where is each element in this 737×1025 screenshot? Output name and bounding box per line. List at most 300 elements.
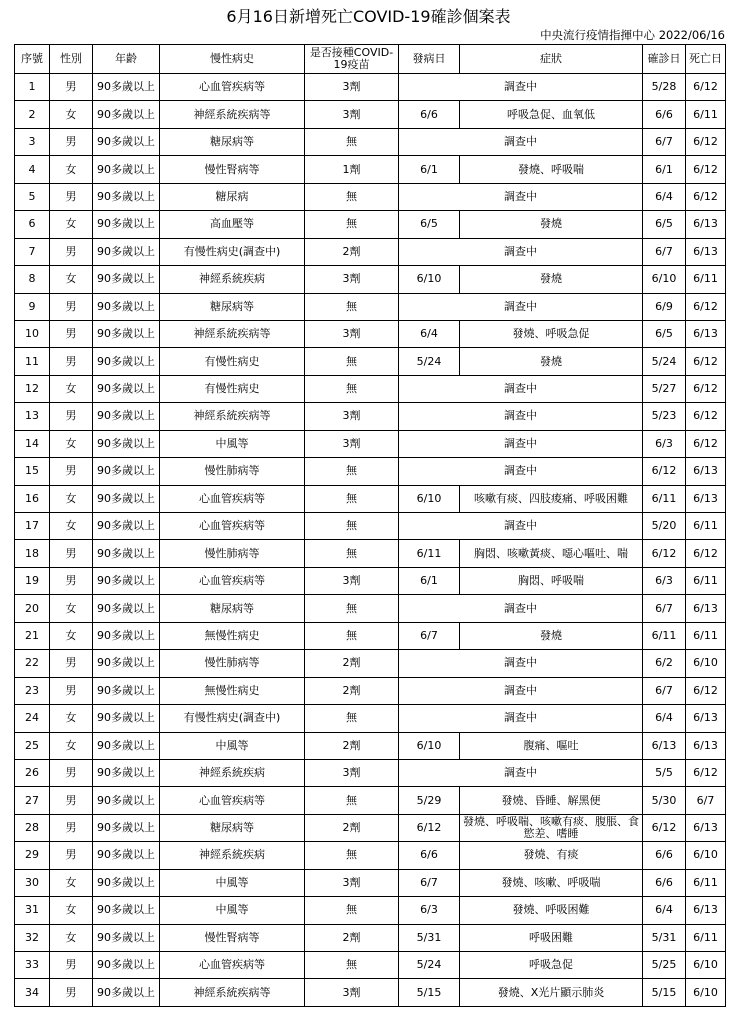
cell-history: 慢性肺病等 — [160, 540, 305, 567]
cell-no: 31 — [15, 897, 50, 924]
cell-history: 神經系統疾病 — [160, 266, 305, 293]
table-row — [15, 375, 726, 402]
cell-sex: 男 — [50, 320, 93, 347]
cell-age: 90多歲以上 — [93, 403, 160, 430]
cell-vaccine: 無 — [305, 348, 399, 375]
cell-sex: 男 — [50, 74, 93, 101]
cell-vaccine: 3劑 — [305, 101, 399, 128]
cell-age: 90多歲以上 — [93, 952, 160, 979]
cell-sex: 男 — [50, 128, 93, 155]
cell-vaccine: 無 — [305, 787, 399, 814]
cell-sex: 男 — [50, 759, 93, 786]
case-table — [14, 44, 726, 1007]
cell-symptom: 腹痛、嘔吐 — [460, 732, 643, 759]
cell-confirm: 6/13 — [643, 732, 686, 759]
cell-sex: 男 — [50, 814, 93, 841]
cell-sex: 女 — [50, 622, 93, 649]
table-row — [15, 513, 726, 540]
table-row — [15, 567, 726, 594]
cell-death: 6/11 — [686, 101, 726, 128]
header-age: 年齡 — [93, 45, 160, 74]
cell-sex: 女 — [50, 869, 93, 896]
cell-death: 6/13 — [686, 897, 726, 924]
cell-age: 90多歲以上 — [93, 320, 160, 347]
cell-history: 神經系統疾病等 — [160, 320, 305, 347]
cell-vaccine: 3劑 — [305, 266, 399, 293]
cell-onset: 6/10 — [399, 485, 460, 512]
cell-age: 90多歲以上 — [93, 156, 160, 183]
table-row — [15, 869, 726, 896]
cell-age: 90多歲以上 — [93, 595, 160, 622]
table-row — [15, 156, 726, 183]
cell-age: 90多歲以上 — [93, 897, 160, 924]
table-row — [15, 705, 726, 732]
cell-death: 6/10 — [686, 650, 726, 677]
cell-no: 18 — [15, 540, 50, 567]
cell-history: 中風等 — [160, 869, 305, 896]
cell-vaccine: 無 — [305, 183, 399, 210]
cell-symptom: 呼吸困難 — [460, 924, 643, 951]
cell-sex: 男 — [50, 567, 93, 594]
cell-vaccine: 無 — [305, 705, 399, 732]
cell-history: 糖尿病 — [160, 183, 305, 210]
cell-vaccine: 無 — [305, 485, 399, 512]
cell-age: 90多歲以上 — [93, 842, 160, 869]
cell-death: 6/12 — [686, 348, 726, 375]
cell-sex: 男 — [50, 842, 93, 869]
cell-onset: 6/6 — [399, 101, 460, 128]
cell-symptom: 發燒、有痰 — [460, 842, 643, 869]
header-sex: 性別 — [50, 45, 93, 74]
cell-onset: 6/4 — [399, 320, 460, 347]
cell-death: 6/13 — [686, 458, 726, 485]
cell-sex: 女 — [50, 485, 93, 512]
cell-death: 6/13 — [686, 238, 726, 265]
cell-confirm: 6/11 — [643, 485, 686, 512]
cell-onset: 6/6 — [399, 842, 460, 869]
cell-no: 27 — [15, 787, 50, 814]
cell-age: 90多歲以上 — [93, 677, 160, 704]
table-row — [15, 540, 726, 567]
cell-confirm: 5/5 — [643, 759, 686, 786]
cell-sex: 女 — [50, 897, 93, 924]
cell-death: 6/12 — [686, 293, 726, 320]
table-row — [15, 924, 726, 951]
cell-no: 13 — [15, 403, 50, 430]
cell-history: 糖尿病等 — [160, 293, 305, 320]
cell-history: 糖尿病等 — [160, 128, 305, 155]
cell-death: 6/11 — [686, 513, 726, 540]
cell-symptom: 調查中 — [399, 74, 643, 101]
cell-death: 6/12 — [686, 74, 726, 101]
cell-age: 90多歲以上 — [93, 650, 160, 677]
cell-sex: 男 — [50, 348, 93, 375]
cell-confirm: 6/5 — [643, 211, 686, 238]
page-title: 6月16日新增死亡COVID-19確診個案表 — [226, 7, 511, 26]
cell-onset: 6/3 — [399, 897, 460, 924]
cell-vaccine: 無 — [305, 293, 399, 320]
cell-sex: 女 — [50, 101, 93, 128]
cell-symptom: 發燒、呼吸困難 — [460, 897, 643, 924]
cell-confirm: 6/6 — [643, 101, 686, 128]
cell-onset: 6/7 — [399, 869, 460, 896]
table-row — [15, 430, 726, 457]
cell-symptom: 發燒、呼吸喘 — [460, 156, 643, 183]
cell-death: 6/13 — [686, 814, 726, 841]
cell-age: 90多歲以上 — [93, 814, 160, 841]
cell-sex: 女 — [50, 513, 93, 540]
cell-age: 90多歲以上 — [93, 238, 160, 265]
cell-no: 2 — [15, 101, 50, 128]
cell-confirm: 6/6 — [643, 869, 686, 896]
cell-age: 90多歲以上 — [93, 513, 160, 540]
cell-vaccine: 2劑 — [305, 924, 399, 951]
cell-vaccine: 無 — [305, 375, 399, 402]
cell-onset: 6/1 — [399, 567, 460, 594]
cell-history: 中風等 — [160, 897, 305, 924]
cell-confirm: 5/23 — [643, 403, 686, 430]
cell-sex: 女 — [50, 705, 93, 732]
cell-no: 24 — [15, 705, 50, 732]
cell-vaccine: 3劑 — [305, 759, 399, 786]
cell-vaccine: 無 — [305, 128, 399, 155]
cell-sex: 女 — [50, 924, 93, 951]
cell-no: 4 — [15, 156, 50, 183]
cell-confirm: 6/4 — [643, 897, 686, 924]
cell-no: 28 — [15, 814, 50, 841]
cell-vaccine: 3劑 — [305, 320, 399, 347]
cell-confirm: 6/12 — [643, 458, 686, 485]
cell-symptom: 調查中 — [399, 403, 643, 430]
cell-vaccine: 3劑 — [305, 74, 399, 101]
cell-onset: 6/10 — [399, 732, 460, 759]
cell-death: 6/13 — [686, 705, 726, 732]
cell-sex: 女 — [50, 211, 93, 238]
cell-age: 90多歲以上 — [93, 485, 160, 512]
table-row — [15, 677, 726, 704]
cell-onset: 6/11 — [399, 540, 460, 567]
cell-confirm: 6/10 — [643, 266, 686, 293]
cell-history: 慢性腎病等 — [160, 924, 305, 951]
cell-no: 9 — [15, 293, 50, 320]
cell-symptom: 胸悶、呼吸喘 — [460, 567, 643, 594]
cell-age: 90多歲以上 — [93, 622, 160, 649]
cell-death: 6/13 — [686, 732, 726, 759]
cell-vaccine: 2劑 — [305, 814, 399, 841]
table-row — [15, 595, 726, 622]
cell-death: 6/13 — [686, 211, 726, 238]
cell-symptom: 胸悶、咳嗽黃痰、噁心嘔吐、喘 — [460, 540, 643, 567]
cell-no: 1 — [15, 74, 50, 101]
cell-symptom: 調查中 — [399, 430, 643, 457]
header-death: 死亡日 — [686, 45, 726, 74]
cell-history: 有慢性病史(調查中) — [160, 238, 305, 265]
header-no: 序號 — [15, 45, 50, 74]
cell-symptom: 發燒 — [460, 266, 643, 293]
cell-no: 10 — [15, 320, 50, 347]
cell-history: 有慢性病史(調查中) — [160, 705, 305, 732]
cell-death: 6/11 — [686, 567, 726, 594]
cell-vaccine: 3劑 — [305, 869, 399, 896]
cell-no: 11 — [15, 348, 50, 375]
cell-history: 有慢性病史 — [160, 348, 305, 375]
cell-vaccine: 無 — [305, 842, 399, 869]
cell-confirm: 6/3 — [643, 430, 686, 457]
cell-death: 6/10 — [686, 842, 726, 869]
cell-no: 7 — [15, 238, 50, 265]
cell-history: 神經系統疾病等 — [160, 101, 305, 128]
cell-age: 90多歲以上 — [93, 348, 160, 375]
cell-vaccine: 無 — [305, 622, 399, 649]
table-row — [15, 650, 726, 677]
cell-no: 12 — [15, 375, 50, 402]
header-confirm: 確診日 — [643, 45, 686, 74]
cell-age: 90多歲以上 — [93, 732, 160, 759]
cell-symptom: 調查中 — [399, 293, 643, 320]
cell-death: 6/12 — [686, 540, 726, 567]
cell-vaccine: 3劑 — [305, 403, 399, 430]
cell-symptom: 調查中 — [399, 375, 643, 402]
cell-symptom: 調查中 — [399, 595, 643, 622]
cell-onset: 5/24 — [399, 348, 460, 375]
table-row — [15, 814, 726, 841]
cell-no: 23 — [15, 677, 50, 704]
cell-death: 6/12 — [686, 759, 726, 786]
cell-confirm: 5/30 — [643, 787, 686, 814]
cell-sex: 男 — [50, 979, 93, 1006]
cell-sex: 女 — [50, 430, 93, 457]
cell-confirm: 6/7 — [643, 128, 686, 155]
table-row — [15, 842, 726, 869]
cell-symptom: 發燒、呼吸急促 — [460, 320, 643, 347]
cell-age: 90多歲以上 — [93, 266, 160, 293]
cell-age: 90多歲以上 — [93, 430, 160, 457]
cell-symptom: 調查中 — [399, 705, 643, 732]
cell-history: 中風等 — [160, 430, 305, 457]
cell-no: 14 — [15, 430, 50, 457]
cell-vaccine: 2劑 — [305, 238, 399, 265]
cell-death: 6/11 — [686, 869, 726, 896]
cell-vaccine: 3劑 — [305, 979, 399, 1006]
cell-age: 90多歲以上 — [93, 924, 160, 951]
cell-vaccine: 無 — [305, 211, 399, 238]
cell-death: 6/12 — [686, 430, 726, 457]
cell-death: 6/13 — [686, 320, 726, 347]
cell-onset: 6/7 — [399, 622, 460, 649]
cell-confirm: 6/7 — [643, 238, 686, 265]
cell-vaccine: 無 — [305, 458, 399, 485]
cell-no: 5 — [15, 183, 50, 210]
cell-vaccine: 無 — [305, 595, 399, 622]
cell-vaccine: 無 — [305, 897, 399, 924]
table-row — [15, 211, 726, 238]
cell-sex: 男 — [50, 952, 93, 979]
cell-confirm: 6/11 — [643, 622, 686, 649]
table-row — [15, 622, 726, 649]
cell-onset: 5/15 — [399, 979, 460, 1006]
table-body — [15, 74, 726, 1007]
table-row — [15, 732, 726, 759]
cell-confirm: 5/15 — [643, 979, 686, 1006]
cell-onset: 6/1 — [399, 156, 460, 183]
cell-vaccine: 3劑 — [305, 430, 399, 457]
cell-age: 90多歲以上 — [93, 293, 160, 320]
cell-symptom: 發燒、咳嗽、呼吸喘 — [460, 869, 643, 896]
cell-onset: 5/31 — [399, 924, 460, 951]
cell-symptom: 調查中 — [399, 677, 643, 704]
table-row — [15, 348, 726, 375]
cell-no: 29 — [15, 842, 50, 869]
cell-confirm: 6/2 — [643, 650, 686, 677]
cell-age: 90多歲以上 — [93, 183, 160, 210]
cell-sex: 男 — [50, 403, 93, 430]
cell-no: 17 — [15, 513, 50, 540]
cell-symptom: 發燒 — [460, 211, 643, 238]
cell-history: 心血管疾病等 — [160, 952, 305, 979]
cell-sex: 女 — [50, 732, 93, 759]
header-vaccine: 是否接種COVID-19疫苗 — [305, 45, 399, 74]
cell-history: 無慢性病史 — [160, 677, 305, 704]
header-history: 慢性病史 — [160, 45, 305, 74]
cell-no: 32 — [15, 924, 50, 951]
cell-history: 糖尿病等 — [160, 595, 305, 622]
cell-sex: 男 — [50, 458, 93, 485]
table-row — [15, 485, 726, 512]
cell-confirm: 5/20 — [643, 513, 686, 540]
cell-history: 有慢性病史 — [160, 375, 305, 402]
cell-onset: 6/5 — [399, 211, 460, 238]
cell-symptom: 發燒、呼吸喘、咳嗽有痰、腹脹、食慾差、嗜睡 — [460, 814, 643, 841]
cell-confirm: 6/3 — [643, 567, 686, 594]
cell-symptom: 咳嗽有痰、四肢痠痛、呼吸困難 — [460, 485, 643, 512]
cell-vaccine: 2劑 — [305, 650, 399, 677]
cell-sex: 男 — [50, 540, 93, 567]
cell-history: 神經系統疾病等 — [160, 979, 305, 1006]
cell-death: 6/11 — [686, 924, 726, 951]
cell-sex: 女 — [50, 595, 93, 622]
cell-death: 6/11 — [686, 622, 726, 649]
cell-onset: 5/24 — [399, 952, 460, 979]
cell-death: 6/13 — [686, 485, 726, 512]
cell-no: 8 — [15, 266, 50, 293]
cell-confirm: 6/4 — [643, 183, 686, 210]
table-row — [15, 293, 726, 320]
cell-symptom: 呼吸急促 — [460, 952, 643, 979]
cell-confirm: 6/1 — [643, 156, 686, 183]
cell-confirm: 6/5 — [643, 320, 686, 347]
cell-confirm: 6/12 — [643, 540, 686, 567]
table-row — [15, 320, 726, 347]
table-row — [15, 238, 726, 265]
cell-death: 6/13 — [686, 595, 726, 622]
cell-sex: 男 — [50, 677, 93, 704]
cell-death: 6/12 — [686, 183, 726, 210]
table-row — [15, 101, 726, 128]
cell-symptom: 發燒 — [460, 348, 643, 375]
cell-vaccine: 無 — [305, 540, 399, 567]
cell-vaccine: 無 — [305, 952, 399, 979]
cell-confirm: 6/6 — [643, 842, 686, 869]
cell-history: 心血管疾病等 — [160, 787, 305, 814]
cell-death: 6/10 — [686, 952, 726, 979]
cell-history: 慢性腎病等 — [160, 156, 305, 183]
cell-no: 33 — [15, 952, 50, 979]
cell-no: 21 — [15, 622, 50, 649]
cell-symptom: 調查中 — [399, 183, 643, 210]
cell-death: 6/10 — [686, 979, 726, 1006]
cell-vaccine: 無 — [305, 513, 399, 540]
table-row — [15, 952, 726, 979]
cell-no: 15 — [15, 458, 50, 485]
cell-death: 6/12 — [686, 128, 726, 155]
cell-no: 16 — [15, 485, 50, 512]
cell-age: 90多歲以上 — [93, 211, 160, 238]
cell-confirm: 5/31 — [643, 924, 686, 951]
cell-confirm: 6/4 — [643, 705, 686, 732]
cell-history: 高血壓等 — [160, 211, 305, 238]
header-symptom: 症狀 — [460, 45, 643, 74]
cell-symptom: 調查中 — [399, 650, 643, 677]
cell-confirm: 6/7 — [643, 595, 686, 622]
cell-age: 90多歲以上 — [93, 540, 160, 567]
cell-vaccine: 1劑 — [305, 156, 399, 183]
table-row — [15, 979, 726, 1006]
cell-age: 90多歲以上 — [93, 458, 160, 485]
cell-age: 90多歲以上 — [93, 787, 160, 814]
cell-age: 90多歲以上 — [93, 375, 160, 402]
cell-history: 神經系統疾病等 — [160, 403, 305, 430]
cell-age: 90多歲以上 — [93, 128, 160, 155]
cell-onset: 6/10 — [399, 266, 460, 293]
cell-sex: 男 — [50, 650, 93, 677]
cell-death: 6/11 — [686, 266, 726, 293]
cell-sex: 男 — [50, 238, 93, 265]
table-row — [15, 74, 726, 101]
cell-death: 6/12 — [686, 403, 726, 430]
cell-symptom: 調查中 — [399, 238, 643, 265]
cell-sex: 女 — [50, 266, 93, 293]
cell-age: 90多歲以上 — [93, 705, 160, 732]
cell-history: 無慢性病史 — [160, 622, 305, 649]
table-row — [15, 458, 726, 485]
table-row — [15, 183, 726, 210]
cell-history: 慢性肺病等 — [160, 650, 305, 677]
cell-no: 22 — [15, 650, 50, 677]
cell-symptom: 發燒、昏睡、解黑便 — [460, 787, 643, 814]
header-onset: 發病日 — [399, 45, 460, 74]
table-header-row — [15, 45, 726, 74]
cell-history: 神經系統疾病 — [160, 842, 305, 869]
cell-death: 6/12 — [686, 156, 726, 183]
cell-onset: 5/29 — [399, 787, 460, 814]
cell-no: 25 — [15, 732, 50, 759]
cell-confirm: 6/9 — [643, 293, 686, 320]
cell-death: 6/12 — [686, 677, 726, 704]
cell-no: 34 — [15, 979, 50, 1006]
cell-symptom: 調查中 — [399, 128, 643, 155]
table-row — [15, 759, 726, 786]
cell-vaccine: 2劑 — [305, 732, 399, 759]
cell-no: 6 — [15, 211, 50, 238]
cell-symptom: 調查中 — [399, 513, 643, 540]
cell-history: 中風等 — [160, 732, 305, 759]
cell-age: 90多歲以上 — [93, 759, 160, 786]
cell-history: 心血管疾病等 — [160, 485, 305, 512]
cell-age: 90多歲以上 — [93, 869, 160, 896]
cell-age: 90多歲以上 — [93, 74, 160, 101]
cell-no: 30 — [15, 869, 50, 896]
cell-age: 90多歲以上 — [93, 979, 160, 1006]
